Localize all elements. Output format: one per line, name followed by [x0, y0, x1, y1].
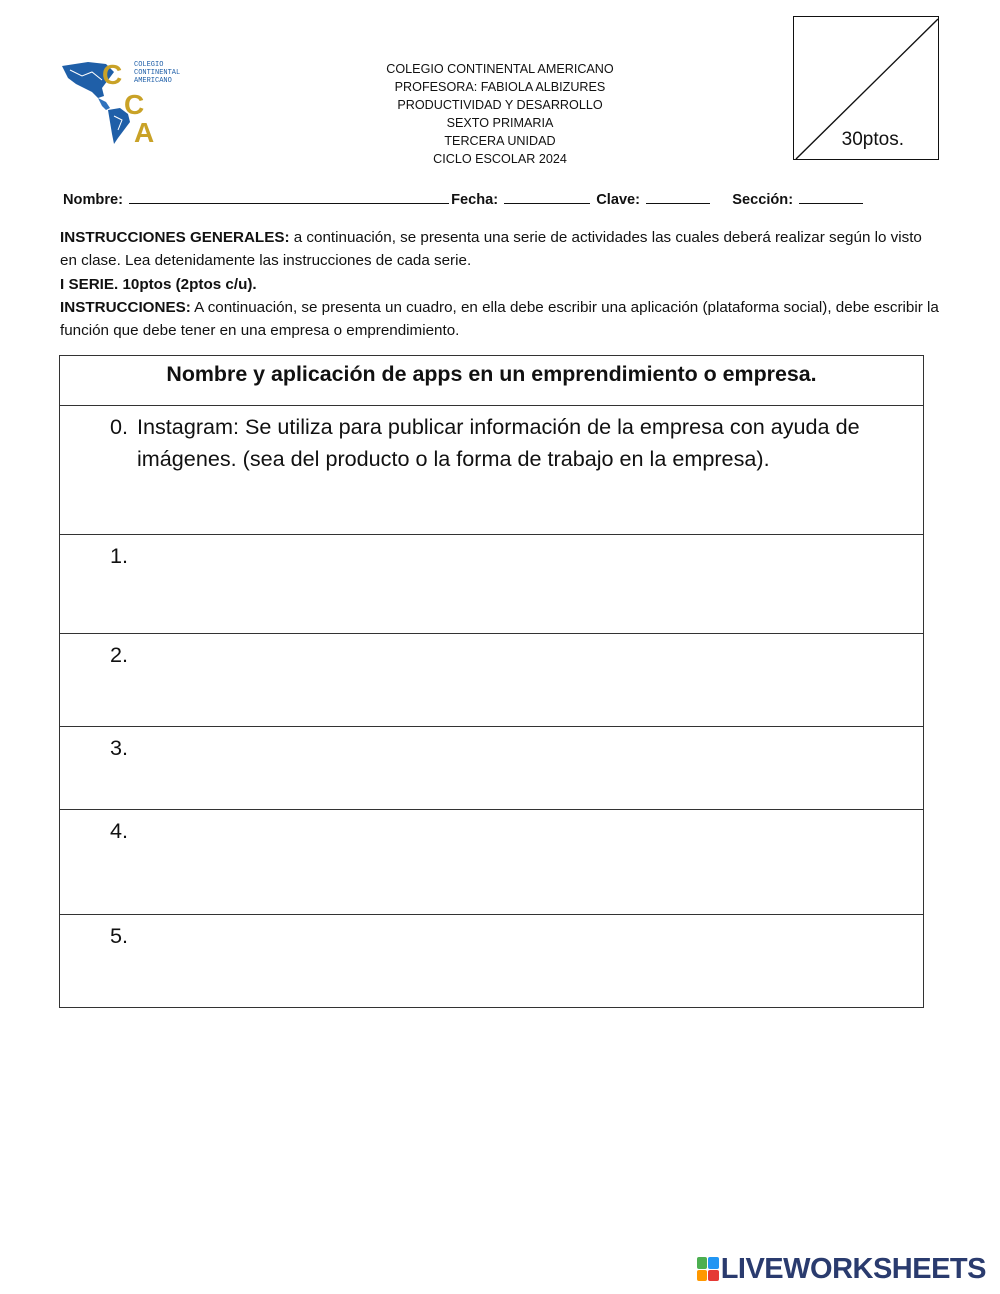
row-answer-input[interactable] [137, 732, 923, 764]
score-box [793, 16, 939, 160]
row-number: 1. [109, 543, 128, 568]
row-number: 3. [109, 735, 128, 760]
table-cell[interactable] [60, 810, 924, 915]
general-instructions [60, 226, 940, 273]
logo-letter-a: A [134, 117, 155, 148]
row-number: 0. [109, 414, 128, 439]
table-row [60, 727, 924, 810]
date-label: Fecha: [451, 192, 499, 208]
table-cell [60, 406, 924, 535]
key-label: Clave: [596, 192, 641, 208]
student-info-line [63, 189, 943, 208]
header-school: COLEGIO CONTINENTAL AMERICANO [386, 62, 614, 76]
row-answer-input[interactable] [137, 540, 923, 572]
logo-letter-c1: C [102, 59, 123, 90]
header-grade: SEXTO PRIMARIA [446, 116, 554, 130]
row-answer: Instagram: Se utiliza para publicar información de la empresa con ayuda de imágenes. (sea del producto o la forma de trabajo en la empresa). [137, 414, 860, 471]
liveworksheets-logo-icon [697, 1257, 719, 1281]
table-row [60, 915, 924, 1008]
table-cell[interactable] [60, 535, 924, 634]
row-answer-input[interactable] [137, 639, 923, 671]
document-header [300, 60, 700, 168]
apps-table [59, 355, 924, 1008]
brand-name: LIVEWORKSHEETS [720, 1252, 986, 1285]
logo-letter-c2: C [124, 89, 145, 120]
table-row [60, 535, 924, 634]
americas-map-icon [58, 58, 208, 150]
table-cell[interactable] [60, 727, 924, 810]
table-row [60, 406, 924, 535]
logo-text-line-3: AMERICANO [134, 77, 172, 85]
table-cell[interactable] [60, 915, 924, 1008]
table-cell[interactable] [60, 634, 924, 727]
row-number: 2. [109, 642, 128, 667]
logo-text-line-1: COLEGIO [134, 61, 164, 69]
date-field[interactable] [504, 189, 590, 204]
section-field[interactable] [799, 189, 863, 204]
general-instructions-label: INSTRUCCIONES GENERALES: [60, 229, 290, 246]
instructions-block [60, 226, 940, 342]
row-answer-input[interactable] [137, 920, 923, 952]
name-field[interactable] [129, 189, 449, 204]
score-total: 30ptos. [841, 129, 904, 150]
header-unit: TERCERA UNIDAD [444, 134, 556, 148]
row-number: 5. [109, 923, 128, 948]
table-title: Nombre y aplicación de apps en un emprendimiento o empresa. [60, 356, 924, 406]
logo-text-line-2: CONTINENTAL [134, 69, 181, 77]
name-label: Nombre: [63, 192, 123, 208]
series-instructions-label: INSTRUCCIONES: [60, 298, 191, 316]
liveworksheets-brand[interactable] [697, 1254, 986, 1284]
series-instructions [60, 296, 940, 343]
row-number: 4. [109, 818, 128, 843]
header-teacher: PROFESORA: FABIOLA ALBIZURES [394, 80, 606, 94]
general-instructions-text: a continuación, se presenta una serie de actividades las cuales deberá realizar según lo visto en clase. Lea detenidamente las instrucciones de cada serie. [60, 229, 922, 270]
table-header-row [60, 356, 924, 406]
row-answer-input[interactable] [137, 815, 923, 847]
header-year: CICLO ESCOLAR 2024 [433, 152, 567, 166]
header-course: PRODUCTIVIDAD Y DESARROLLO [397, 98, 603, 112]
series-instructions-text: A continuación, se presenta un cuadro, en ella debe escribir una aplicación (plataforma social), debe escribir la función que debe tener en una empresa o emprendimiento. [60, 298, 939, 340]
school-logo [58, 58, 208, 150]
table-row [60, 634, 924, 727]
section-label: Sección: [732, 192, 794, 208]
table-row [60, 810, 924, 915]
series-title: I SERIE. 10ptos (2ptos c/u). [60, 275, 257, 293]
key-field[interactable] [646, 189, 710, 204]
